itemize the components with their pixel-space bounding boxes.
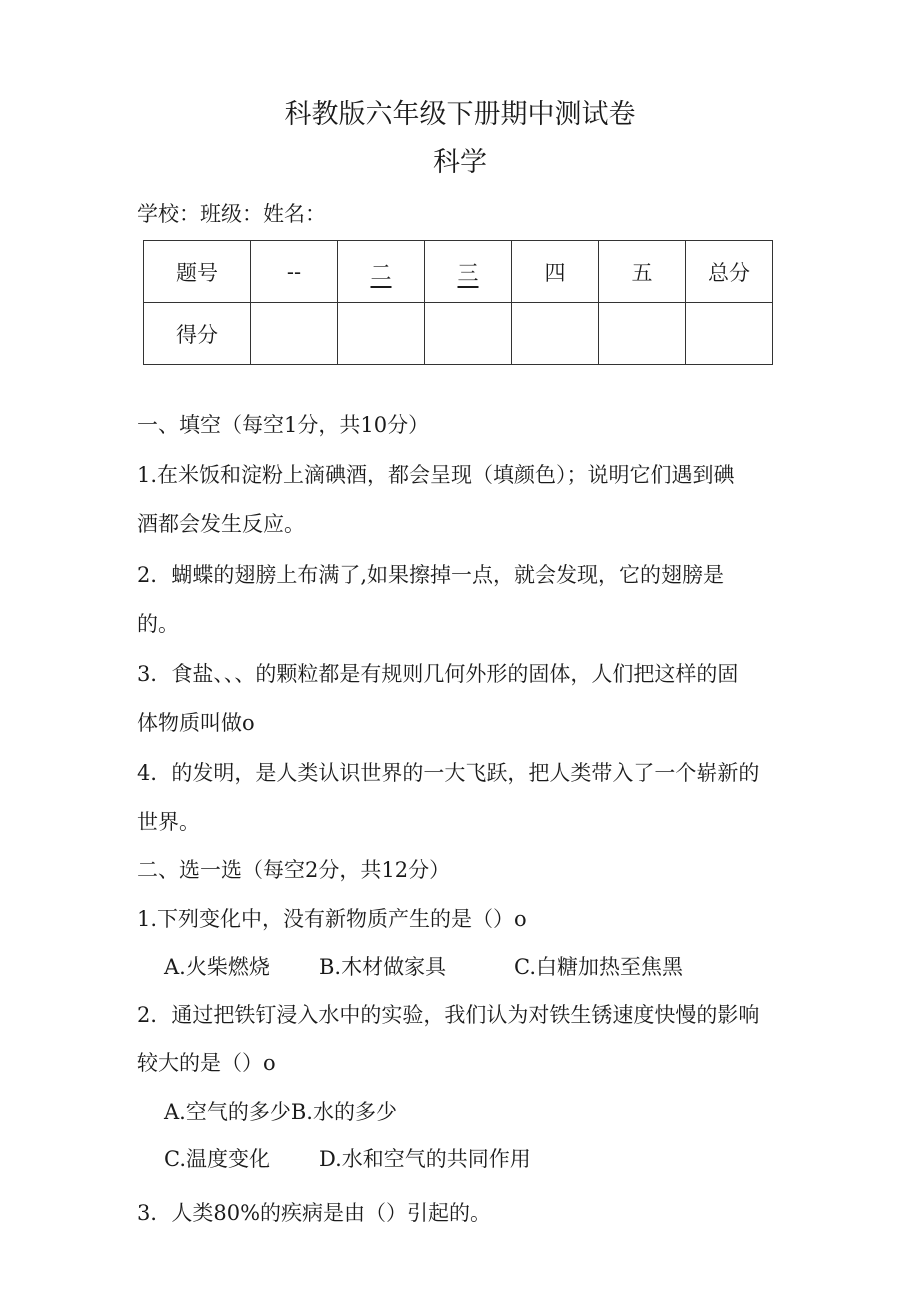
question-text: 的。 <box>137 612 179 636</box>
score-row-label: 得分 <box>144 303 251 365</box>
question-text: 体物质叫做o <box>137 711 255 735</box>
option-d[interactable]: D.水和空气的共同作用 <box>319 1147 531 1171</box>
score-table-score-row <box>144 303 773 365</box>
score-table <box>143 240 773 365</box>
score-input-cell[interactable] <box>599 303 686 365</box>
section2-heading: 二、选一选（每空2分，共12分） <box>137 858 451 882</box>
option-b[interactable]: B.木材做家具 <box>319 955 447 979</box>
score-header-cell: 题号 <box>144 241 251 303</box>
option-line[interactable]: A.空气的多少B.水的多少 <box>164 1100 397 1124</box>
score-header-cell: 三 <box>425 241 512 303</box>
score-input-cell[interactable] <box>512 303 599 365</box>
option-c[interactable]: C.温度变化 <box>164 1147 270 1171</box>
option-a[interactable]: A.火柴燃烧 <box>164 955 270 979</box>
question-text: 世界。 <box>137 810 200 834</box>
question-text: 3．人类80%的疾病是由（）引起的。 <box>137 1201 492 1225</box>
question-text: 较大的是（）o <box>137 1051 276 1075</box>
score-input-cell[interactable] <box>251 303 338 365</box>
section1-heading: 一、填空（每空1分，共10分） <box>137 413 430 437</box>
score-input-cell[interactable] <box>338 303 425 365</box>
score-header-cell: 总分 <box>686 241 773 303</box>
score-header-cell: -- <box>251 241 338 303</box>
score-input-cell[interactable] <box>425 303 512 365</box>
question-text: 2．通过把铁钉浸入水中的实验，我们认为对铁生锈速度快慢的影响 <box>137 1003 760 1027</box>
question-text: 2．蝴蝶的翅膀上布满了,如果擦掉一点，就会发现，它的翅膀是 <box>137 563 725 587</box>
answer-options <box>164 951 683 981</box>
student-info-line: 学校：班级：姓名： <box>137 202 326 226</box>
answer-options <box>164 1143 531 1173</box>
score-header-cell: 五 <box>599 241 686 303</box>
score-input-cell[interactable] <box>686 303 773 365</box>
score-table-header-row <box>144 241 773 303</box>
question-text: 3．食盐、、、的颗粒都是有规则几何外形的固体，人们把这样的固 <box>137 662 739 686</box>
question-text: 4．的发明，是人类认识世界的一大飞跃，把人类带入了一个崭新的 <box>137 761 760 785</box>
exam-subject: 科学 <box>433 147 487 178</box>
question-text: 1.在米饭和淀粉上滴碘酒，都会呈现（填颜色）；说明它们遇到碘 <box>137 463 735 487</box>
question-text: 1.下列变化中，没有新物质产生的是（）o <box>137 907 527 931</box>
question-text: 酒都会发生反应。 <box>137 512 305 536</box>
score-header-cell: 四 <box>512 241 599 303</box>
exam-title: 科教版六年级下册期中测试卷 <box>284 99 636 130</box>
option-c[interactable]: C.白糖加热至焦黑 <box>514 955 683 979</box>
score-header-cell: 二 <box>338 241 425 303</box>
